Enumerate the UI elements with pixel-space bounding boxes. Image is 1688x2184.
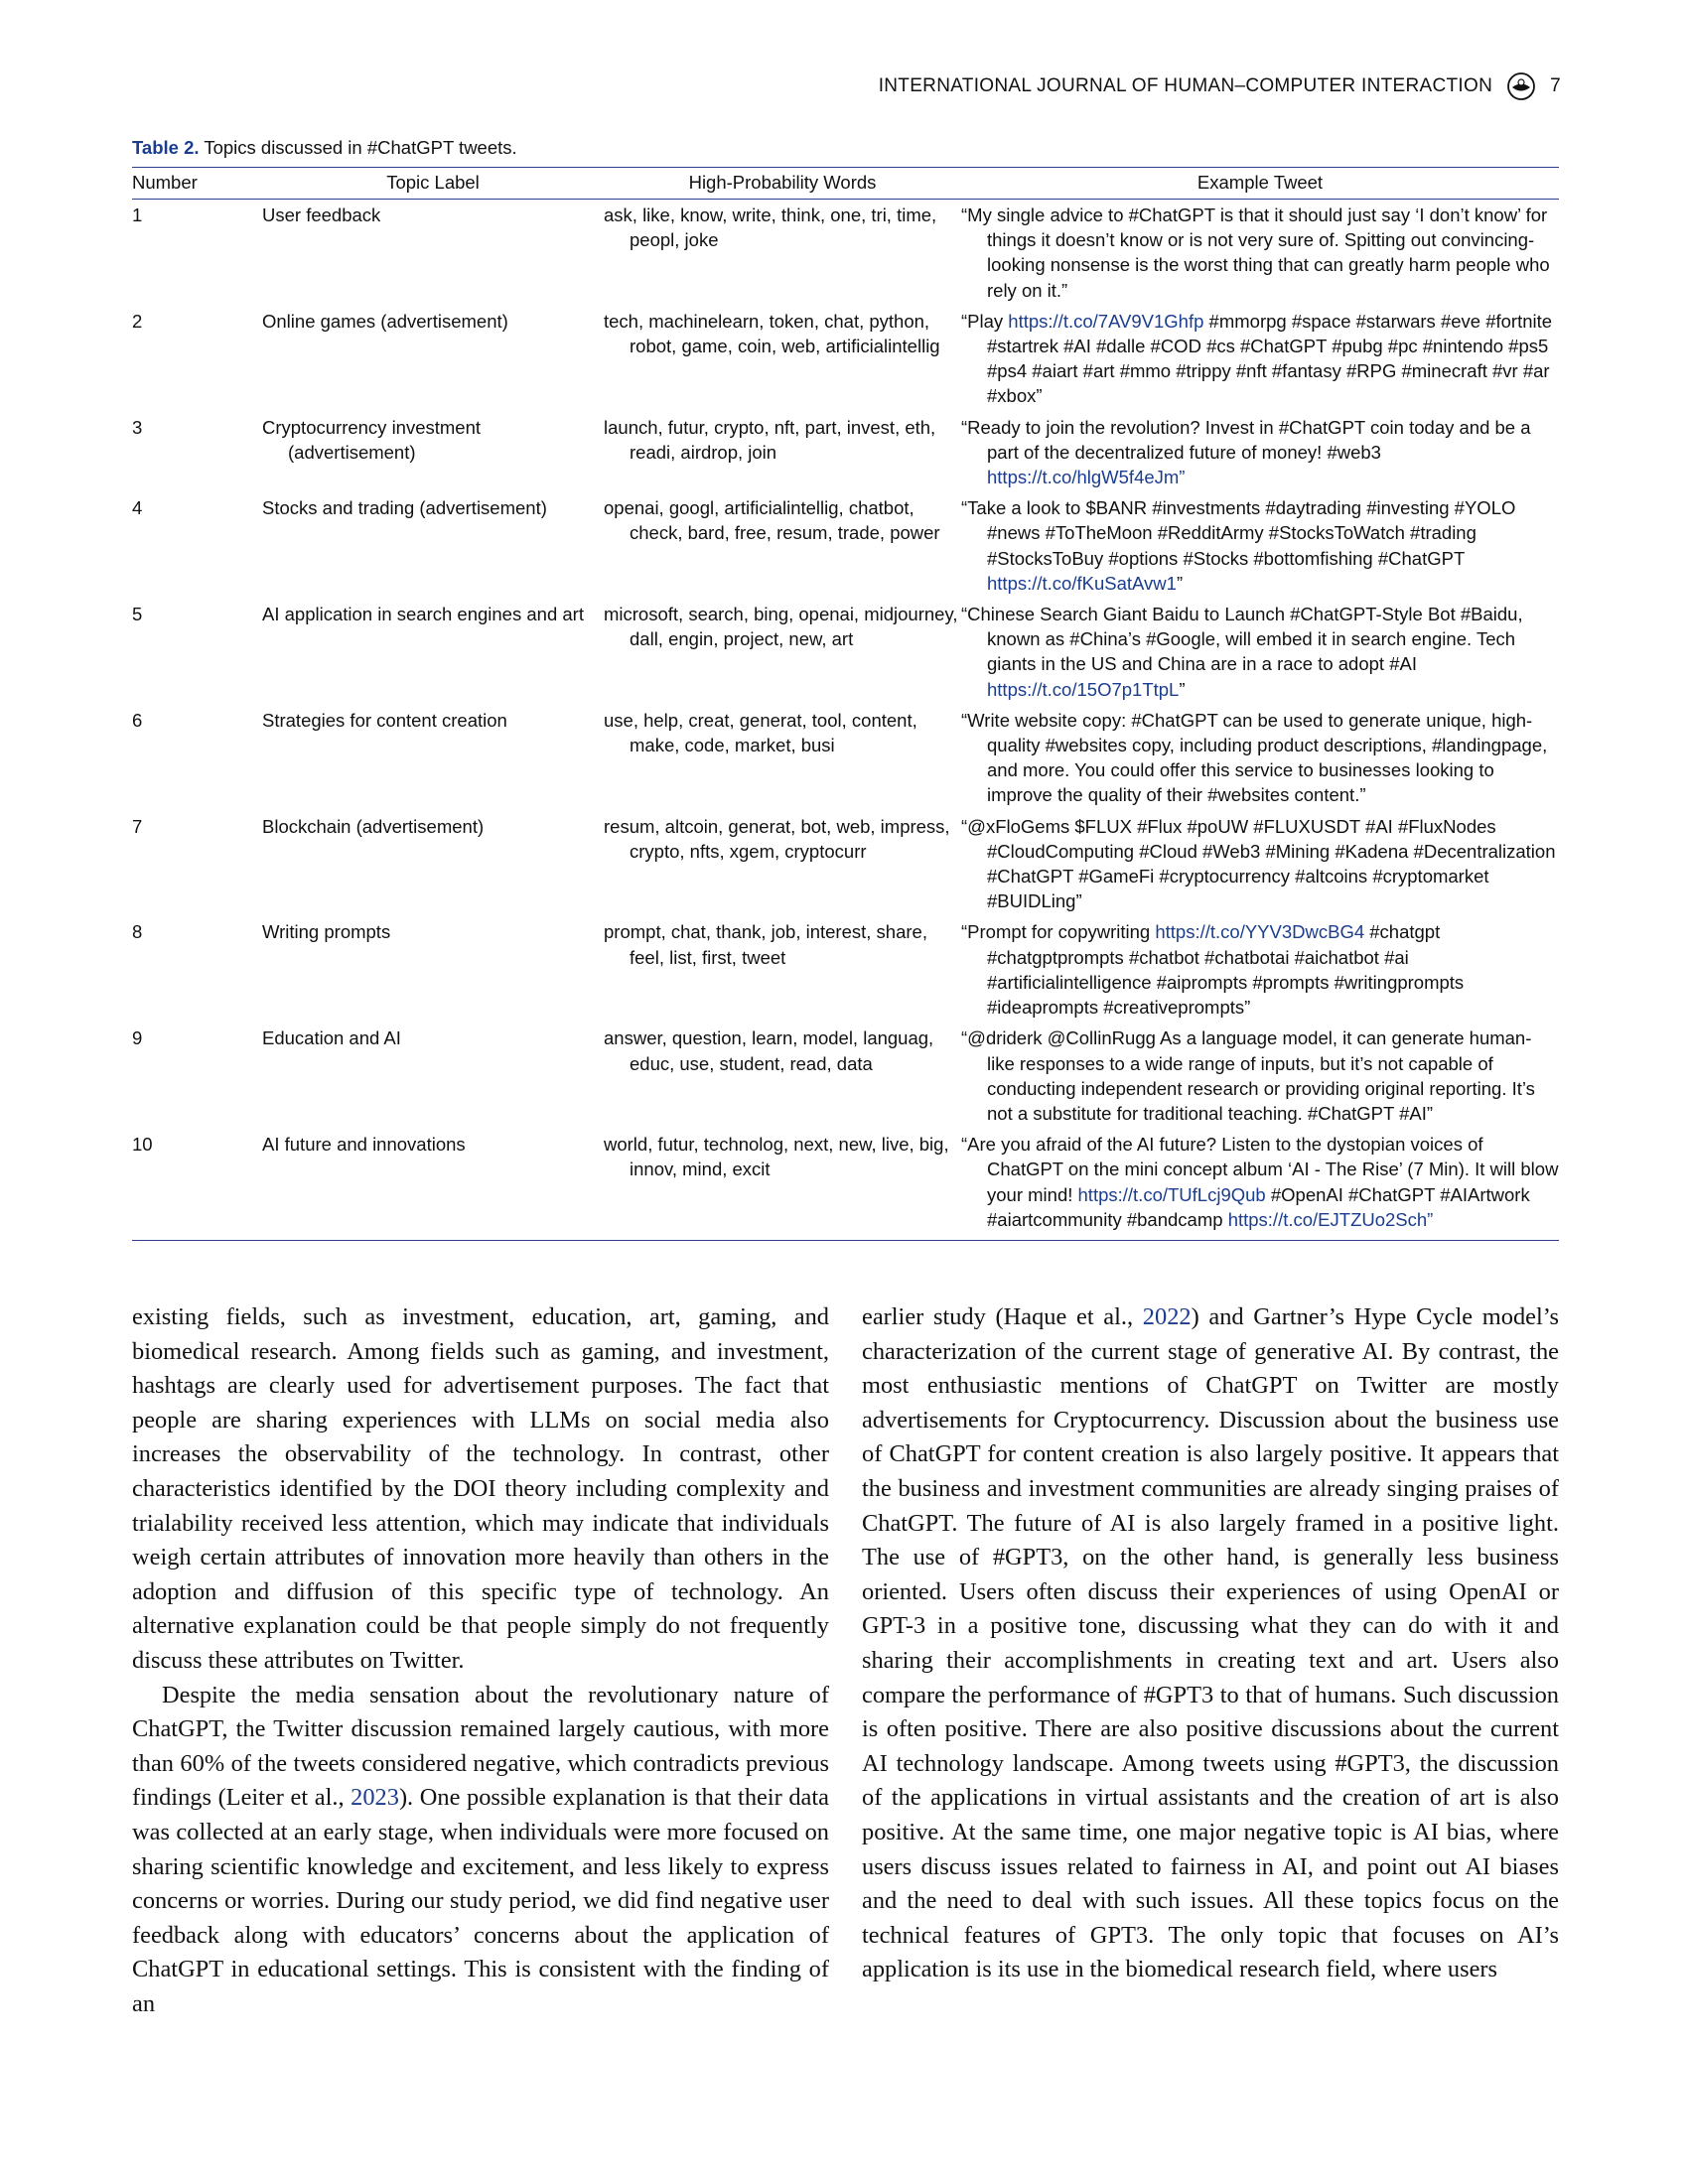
journal-name: INTERNATIONAL JOURNAL OF HUMAN–COMPUTER INTERACTION xyxy=(878,75,1493,96)
topic-label-cell: Blockchain (advertisement) xyxy=(262,815,485,837)
table-header-row xyxy=(132,168,1559,200)
example-tweet-cell xyxy=(961,916,1559,1023)
high-probability-words-cell: ask, like, know, write, think, one, tri, time, peopl, joke xyxy=(604,205,937,251)
left-column xyxy=(132,1300,829,2021)
tweet-text: #OpenAI #ChatGPT #AIArtwork #aiartcommunity #bandcamp xyxy=(987,1183,1530,1230)
topic-label-cell: Stocks and trading (advertisement) xyxy=(262,497,547,519)
table-row xyxy=(132,599,1559,705)
example-tweet-cell xyxy=(961,811,1559,917)
tweet-text: “My single advice to #ChatGPT is that it should just say ‘I don’t know’ for things it doesn’t know or is not very sure of. Spitting out convincing-looking nonsense is the worst thing that can greatly harm people who rely on it.” xyxy=(961,205,1550,301)
topic-number-cell: 8 xyxy=(132,921,143,943)
example-tweet-cell xyxy=(961,599,1559,705)
topic-number-cell: 10 xyxy=(132,1129,262,1240)
paragraph-text: earlier study (Haque et al., xyxy=(862,1303,1143,1330)
topic-number-cell: 5 xyxy=(132,604,143,625)
topics-table xyxy=(132,167,1559,1241)
body-paragraph xyxy=(132,1679,829,2022)
body-text xyxy=(132,1300,1559,2021)
paragraph-text: ) and Gartner’s Hype Cycle model’s characterization of the current stage of generative AI. By contrast, the most enthusiastic mentions of ChatGPT on Twitter are mostly advertisements for Cryptocurrency. Discussion about the business use of ChatGPT for content creation is also largely positive. It appears that the business and investment communities are already singing praises of ChatGPT. The future of AI is also largely framed in a positive light. The use of #GPT3, on the other hand, is generally less business oriented. Users often discuss their experiences of using OpenAI or GPT-3 in a positive tone, discussing what they can do with it and sharing their accomplishments in creating text and art. Users also compare the performance of #GPT3 to that of humans. Such discussion is often positive. There are also positive discussions about the current AI technology landscape. Among tweets using #GPT3, the discussion of the applications in virtual assistants and the creation of art is also positive. At the same time, one major negative topic is AI bias, where users discuss issues related to fairness in AI, and point out AI biases and the need to deal with such issues. All these topics focus on the technical features of GPT3. The only topic that focuses on AI’s application is its use in the biomedical research field, where users xyxy=(862,1303,1560,1983)
high-probability-words-cell: openai, googl, artificialintellig, chatbot, check, bard, free, resum, trade, power xyxy=(604,497,940,544)
topic-number-cell: 1 xyxy=(132,205,143,225)
page-number: 7 xyxy=(1550,75,1561,96)
tweet-link[interactable]: https://t.co/fKuSatAvw1 xyxy=(987,572,1177,594)
tweet-link[interactable]: https://t.co/EJTZUo2Sch” xyxy=(1227,1208,1434,1230)
table-caption xyxy=(132,137,1559,159)
example-tweet-cell xyxy=(961,1129,1559,1240)
right-column xyxy=(862,1300,1559,2021)
topics-table-block xyxy=(132,137,1559,1241)
tweet-text: “@driderk @CollinRugg As a language model, it can generate human-like responses to a wide range of inputs, but it’s not capable of conducting independent research or providing original reporting. It’s not a substitute for traditional teaching. #ChatGPT #AI” xyxy=(961,1027,1535,1124)
example-tweet-cell xyxy=(961,1023,1559,1129)
tweet-link[interactable]: https://t.co/hlgW5f4eJm” xyxy=(987,467,1186,488)
journal-logo-icon xyxy=(1506,71,1536,101)
high-probability-words-cell: world, futur, technolog, next, new, live, big, innov, mind, excit xyxy=(604,1129,961,1240)
tweet-text: #chatgpt #chatgptprompts #chatbot #chatbotai #aichatbot #ai #artificialintelligence #aiprompts #prompts #writingprompts #ideaprompts #creativeprompts” xyxy=(987,921,1465,1019)
tweet-text: “Take a look to $BANR #investments #daytrading #investing #YOLO #news #ToTheMoon #RedditArmy #StocksToWatch #trading #StocksToBuy #options #Stocks #bottomfishing #ChatGPT xyxy=(961,497,1516,569)
tweet-link[interactable]: https://t.co/YYV3DwcBG4 xyxy=(1155,921,1365,943)
topic-label-cell: Cryptocurrency investment (advertisement) xyxy=(262,416,482,463)
high-probability-words-cell: answer, question, learn, model, languag, educ, use, student, read, data xyxy=(604,1027,934,1074)
column-header-example-tweet: Example Tweet xyxy=(961,168,1559,200)
tweet-text: “Play xyxy=(961,310,1009,332)
tweet-text: #mmorpg #space #starwars #eve #fortnite #startrek #AI #dalle #COD #cs #ChatGPT #pubg #pc #nintendo #ps5 #ps4 #aiart #art #mmo #trippy #nft #fantasy #RPG #minecraft #vr #ar #xbox” xyxy=(987,310,1553,407)
tweet-text: “@xFloGems $FLUX #Flux #poUW #FLUXUSDT #AI #FluxNodes #CloudComputing #Cloud #Web3 #Mining #Kadena #Decentralization #ChatGPT #GameFi #cryptocurrency #altcoins #cryptomarket #BUIDLing” xyxy=(961,815,1556,912)
body-paragraph xyxy=(132,1300,829,1679)
tweet-text: ” xyxy=(1176,572,1184,594)
column-header-topic-label: Topic Label xyxy=(262,168,604,200)
topic-label-cell: Online games (advertisement) xyxy=(262,310,508,332)
table-row xyxy=(132,811,1559,917)
body-paragraph xyxy=(862,1300,1559,1987)
topic-number-cell: 7 xyxy=(132,815,143,837)
table-caption-text: Topics discussed in #ChatGPT tweets. xyxy=(204,137,517,158)
tweet-link[interactable]: https://t.co/TUfLcj9Qub xyxy=(1077,1183,1266,1205)
example-tweet-cell xyxy=(961,492,1559,599)
table-row xyxy=(132,492,1559,599)
topic-number-cell: 6 xyxy=(132,709,143,731)
example-tweet-cell xyxy=(961,306,1559,412)
high-probability-words-cell: use, help, creat, generat, tool, content, make, code, market, busi xyxy=(604,709,917,756)
high-probability-words-cell: microsoft, search, bing, openai, midjourney, dall, engin, project, new, art xyxy=(604,604,958,650)
paragraph-text: existing fields, such as investment, education, art, gaming, and biomedical research. Among fields such as gaming, and investment, hashtags are clearly used for advertisement purposes. The fact that people are sharing experiences with LLMs on social media also increases the observability of the technology. In contrast, other characteristics identified by the DOI theory including complexity and trialability received less attention, which may indicate that individuals weigh certain attributes of innovation more heavily than others in the adoption and diffusion of this specific type of technology. An alternative explanation could be that people simply do not frequently discuss these attributes on Twitter. xyxy=(132,1303,829,1674)
tweet-text: “Chinese Search Giant Baidu to Launch #ChatGPT-Style Bot #Baidu, known as #China’s #Google, will embed it in search engine. Tech giants in the US and China are in a race to adopt #AI xyxy=(961,604,1523,675)
paragraph-text: Despite the media sensation about the revolutionary nature of ChatGPT, the Twitter discussion remained largely cautious, with more than 60% of the tweets considered negative, which contradicts previous findings (Leiter et al., xyxy=(132,1681,829,1812)
tweet-text: ” xyxy=(1179,678,1186,700)
citation-link[interactable]: 2023 xyxy=(351,1784,399,1812)
table-body xyxy=(132,200,1559,1241)
table-label: Table 2. xyxy=(132,137,200,158)
example-tweet-cell xyxy=(961,412,1559,493)
column-header-number: Number xyxy=(132,168,262,200)
citation-link[interactable]: 2022 xyxy=(1142,1303,1192,1330)
tweet-text: “Ready to join the revolution? Invest in #ChatGPT coin today and be a part of the decentralized future of money! #web3 xyxy=(961,416,1531,463)
high-probability-words-cell: tech, machinelearn, token, chat, python, robot, game, coin, web, artificialintellig xyxy=(604,310,940,357)
tweet-link[interactable]: https://t.co/7AV9V1Ghfp xyxy=(1008,310,1204,332)
tweet-text: “Are you afraid of the AI future? Listen to the dystopian voices of ChatGPT on the mini concept album ‘AI - The Rise’ (7 Min). It will blow your mind! xyxy=(961,1134,1559,1205)
tweet-text: “Write website copy: #ChatGPT can be used to generate unique, high-quality #websites copy, including product descriptions, #landingpage, and more. You could offer this service to businesses looking to improve the quality of their #websites content.” xyxy=(961,709,1548,806)
table-row xyxy=(132,306,1559,412)
topic-label-cell: AI application in search engines and art xyxy=(262,604,584,625)
running-header xyxy=(879,71,1561,101)
column-header-high-probability-words: High-Probability Words xyxy=(604,168,961,200)
topic-label-cell: Strategies for content creation xyxy=(262,709,507,731)
table-row xyxy=(132,1023,1559,1129)
table-row xyxy=(132,916,1559,1023)
table-row xyxy=(132,705,1559,811)
paragraph-text: ). One possible explanation is that their data was collected at an early stage, when individuals were more focused on sharing scientific knowledge and excitement, and less likely to express concerns or worries. During our study period, we did find negative user feedback along with educators’ concerns about the application of ChatGPT in educational settings. This is consistent with the finding of an xyxy=(132,1784,829,2017)
high-probability-words-cell: resum, altcoin, generat, bot, web, impress, crypto, nfts, xgem, cryptocurr xyxy=(604,815,950,862)
topic-label-cell: Writing prompts xyxy=(262,921,391,943)
high-probability-words-cell: prompt, chat, thank, job, interest, share, feel, list, first, tweet xyxy=(604,921,927,968)
high-probability-words-cell: launch, futur, crypto, nft, part, invest, eth, readi, airdrop, join xyxy=(604,416,936,463)
topic-number-cell: 3 xyxy=(132,416,143,438)
topic-number-cell: 4 xyxy=(132,497,143,519)
topic-label-cell: AI future and innovations xyxy=(262,1129,604,1240)
table-row xyxy=(132,200,1559,306)
tweet-text: “Prompt for copywriting xyxy=(961,921,1156,943)
topic-number-cell: 9 xyxy=(132,1027,143,1049)
example-tweet-cell xyxy=(961,200,1559,306)
topic-number-cell: 2 xyxy=(132,310,143,332)
tweet-link[interactable]: https://t.co/15O7p1TtpL xyxy=(987,678,1180,700)
topic-label-cell: User feedback xyxy=(262,205,381,225)
topic-label-cell: Education and AI xyxy=(262,1027,401,1049)
example-tweet-cell xyxy=(961,705,1559,811)
table-row xyxy=(132,1129,1559,1240)
table-row xyxy=(132,412,1559,493)
